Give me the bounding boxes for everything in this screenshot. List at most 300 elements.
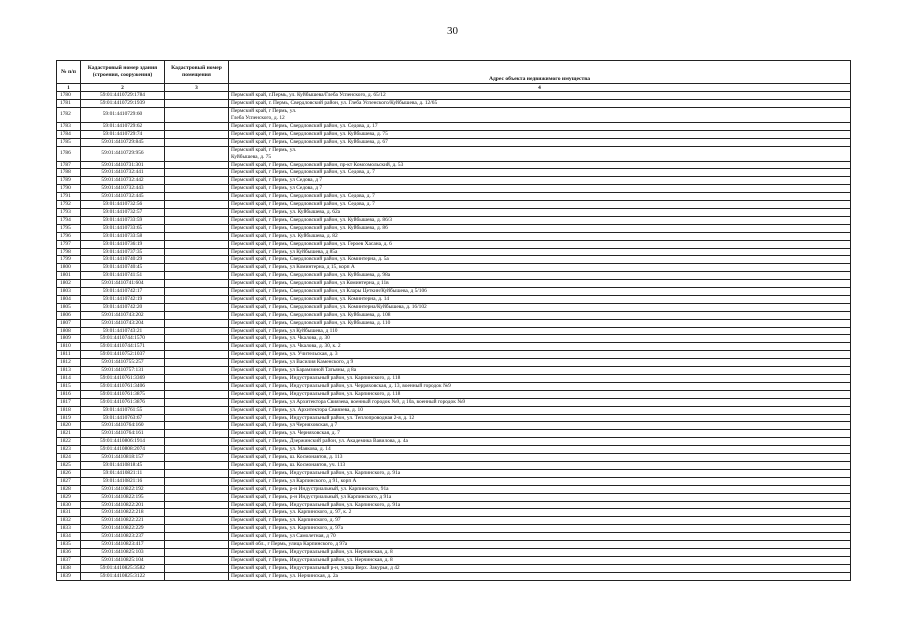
- table-row: [57, 343, 851, 351]
- cadastral-building-cell: 59:01:4410741:604: [81, 280, 165, 288]
- cadastral-premises-cell: [165, 414, 229, 422]
- address-cell: Пермский край, г Пермь, Свердловский район, ул. Куйбышева, д. 67: [229, 138, 851, 146]
- row-number: 1823: [57, 446, 81, 454]
- cadastral-premises-cell: [165, 224, 229, 232]
- cadastral-premises-cell: [165, 311, 229, 319]
- address-cell: Пермский край, г Пермь, ул Барамзиной Татьяны, д 8а: [229, 367, 851, 375]
- cadastral-premises-cell: [165, 193, 229, 201]
- address-cell: Пермский край, г Пермь, ш. Космонавтов, д. 113: [229, 454, 851, 462]
- table-row: [57, 99, 851, 107]
- table-row: [57, 185, 851, 193]
- table-row: [57, 280, 851, 288]
- address-cell: Пермский край, г Пермь, ул Карпинского, д 91, корп А: [229, 477, 851, 485]
- address-cell: Пермский край, г Пермь, ул. Глеба Успенского, д. 12: [229, 107, 851, 122]
- row-number: 1790: [57, 185, 81, 193]
- cadastral-premises-cell: [165, 335, 229, 343]
- table-row: [57, 201, 851, 209]
- address-cell: Пермский край, г Пермь, Свердловский район, ул. Коминтерна, д. 5а: [229, 256, 851, 264]
- table-row: [57, 382, 851, 390]
- table-row: [57, 161, 851, 169]
- cadastral-premises-cell: [165, 177, 229, 185]
- cadastral-building-cell: 59:01:4410729:956: [81, 146, 165, 161]
- address-cell: Пермский край, г Пермь, Индустриальный район, ул. Теплопроводная 2-я, д. 12: [229, 414, 851, 422]
- row-number: 1821: [57, 430, 81, 438]
- cadastral-premises-cell: [165, 501, 229, 509]
- cadastral-premises-cell: [165, 509, 229, 517]
- address-cell: Пермский край, г Пермь, ул. Куйбышева, д. 62а: [229, 208, 851, 216]
- table-row: [57, 327, 851, 335]
- address-cell: Пермский край, г Пермь, Индустриальный район, ул. Нерчинская, д. 8: [229, 548, 851, 556]
- cadastral-premises-cell: [165, 406, 229, 414]
- table-row: [57, 146, 851, 161]
- address-cell: Пермский край, г Пермь, Индустриальный район, ул. Карпинского, д. 118: [229, 390, 851, 398]
- address-cell: Пермский край, г Пермь, Свердловский район, ул. Коминтерна, д. 14: [229, 295, 851, 303]
- address-cell: Пермский край, г Пермь, ул. Куйбышева, д. 75: [229, 146, 851, 161]
- address-cell: Пермский край, г Пермь, ул Архитектора Свиязева, военный городок №9, д 10а, военный городок №9: [229, 398, 851, 406]
- table-row: [57, 548, 851, 556]
- address-cell: Пермский край, г Пермь, Свердловский район, ул. Коминтерна/Куйбышева, д. 16/102: [229, 303, 851, 311]
- table-row: [57, 446, 851, 454]
- cadastral-building-cell: 59:01:4410818:157: [81, 454, 165, 462]
- table-row: [57, 533, 851, 541]
- cadastral-premises-cell: [165, 343, 229, 351]
- cadastral-building-cell: 59:01:4410732:442: [81, 177, 165, 185]
- table-row: [57, 493, 851, 501]
- address-cell: Пермский край, г Пермь, ул. Чкалова, д. 30, к. 2: [229, 343, 851, 351]
- address-cell: Пермский край, г Пермь, Индустриальный район, ул. Карпинского, д. 91а: [229, 469, 851, 477]
- cadastral-building-cell: 59:01:4410761:3875: [81, 390, 165, 398]
- cadastral-building-cell: 59:01:4410731:301: [81, 161, 165, 169]
- cadastral-building-cell: 59:01:4410761:55: [81, 406, 165, 414]
- cadastral-building-cell: 59:01:4410764:160: [81, 422, 165, 430]
- address-cell: Пермский край, г Пермь, Свердловский район, ул. Куйбышева, д. 75: [229, 130, 851, 138]
- table-row: [57, 501, 851, 509]
- address-cell: Пермский край, г Пермь, Свердловский район, ул. Седова, д. 7: [229, 169, 851, 177]
- header-cadastral-premises: Кадастровый номер помещения: [165, 61, 229, 84]
- cadastral-premises-cell: [165, 446, 229, 454]
- table-row: [57, 193, 851, 201]
- cadastral-building-cell: 59:01:4410742:20: [81, 303, 165, 311]
- column-number: 4: [229, 84, 851, 92]
- table-row: [57, 351, 851, 359]
- row-number: 1819: [57, 414, 81, 422]
- cadastral-building-cell: 59:01:4410764:161: [81, 430, 165, 438]
- row-number: 1798: [57, 248, 81, 256]
- address-cell: Пермский край, г Пермь, ул. Карпинского, д. 97, к. 2: [229, 509, 851, 517]
- row-number: 1809: [57, 335, 81, 343]
- table-row: [57, 461, 851, 469]
- cadastral-premises-cell: [165, 248, 229, 256]
- cadastral-premises-cell: [165, 533, 229, 541]
- cadastral-premises-cell: [165, 351, 229, 359]
- cadastral-premises-cell: [165, 454, 229, 462]
- cadastral-premises-cell: [165, 469, 229, 477]
- cadastral-premises-cell: [165, 359, 229, 367]
- address-cell: Пермский край, г Пермь, ул Самолетная, д 70: [229, 533, 851, 541]
- row-number: 1834: [57, 533, 81, 541]
- table-row: [57, 319, 851, 327]
- row-number: 1808: [57, 327, 81, 335]
- cadastral-premises-cell: [165, 216, 229, 224]
- cadastral-premises-cell: [165, 208, 229, 216]
- row-number: 1794: [57, 216, 81, 224]
- address-cell: Пермский край, г Пермь, Свердловский район, ул. Куйбышева, д. 86/3: [229, 216, 851, 224]
- cadastral-premises-cell: [165, 461, 229, 469]
- address-cell: Пермский край, г Пермь, Свердловский район, ул. Куйбышева, д. 108: [229, 311, 851, 319]
- address-cell: Пермский край, г Пермь, Свердловский район, ул. Героев Хасана, д. 6: [229, 240, 851, 248]
- row-number: 1811: [57, 351, 81, 359]
- header-num: № п/п: [57, 61, 81, 84]
- row-number: 1793: [57, 208, 81, 216]
- column-number: 3: [165, 84, 229, 92]
- row-number: 1836: [57, 548, 81, 556]
- address-cell: Пермский край, г Пермь, ул. Нерчинская, д. 2а: [229, 572, 851, 580]
- cadastral-premises-cell: [165, 107, 229, 122]
- row-number: 1785: [57, 138, 81, 146]
- table-row: [57, 375, 851, 383]
- address-cell: Пермский край, г Пермь, ул. Куйбышева, д. 82: [229, 232, 851, 240]
- cadastral-premises-cell: [165, 169, 229, 177]
- row-number: 1837: [57, 556, 81, 564]
- cadastral-building-cell: 59:01:4410729:1784: [81, 92, 165, 100]
- cadastral-building-cell: 59:01:4410743:21: [81, 327, 165, 335]
- cadastral-premises-cell: [165, 280, 229, 288]
- cadastral-building-cell: 59:01:4410742:17: [81, 288, 165, 296]
- cadastral-building-cell: 59:01:4410761:3369: [81, 375, 165, 383]
- row-number: 1799: [57, 256, 81, 264]
- cadastral-building-cell: 59:01:4410822:229: [81, 525, 165, 533]
- address-cell: Пермский край, г Пермь, Свердловский район, ул. Седова, д. 7: [229, 201, 851, 209]
- cadastral-building-cell: 59:01:4410821:16: [81, 477, 165, 485]
- table-row: [57, 469, 851, 477]
- row-number: 1807: [57, 319, 81, 327]
- row-number: 1813: [57, 367, 81, 375]
- cadastral-building-cell: 59:01:4410761:3876: [81, 398, 165, 406]
- cadastral-building-cell: 59:01:4410822:218: [81, 509, 165, 517]
- cadastral-premises-cell: [165, 185, 229, 193]
- row-number: 1812: [57, 359, 81, 367]
- table-row: [57, 525, 851, 533]
- cadastral-building-cell: 59:01:4410733:65: [81, 224, 165, 232]
- address-cell: Пермский край, г Пермь, ул. Учительская, д. 3: [229, 351, 851, 359]
- row-number: 1792: [57, 201, 81, 209]
- address-cell: Пермский край, г Пермь, ул Седова, д 7: [229, 185, 851, 193]
- row-number: 1787: [57, 161, 81, 169]
- table-row: [57, 138, 851, 146]
- address-cell: Пермский край, г Пермь, ул. Маякова, д. 14: [229, 446, 851, 454]
- cadastral-premises-cell: [165, 130, 229, 138]
- header-cadastral-building: Кадастровый номер здания (строения, сооружения): [81, 61, 165, 84]
- row-number: 1789: [57, 177, 81, 185]
- cadastral-premises-cell: [165, 138, 229, 146]
- cadastral-premises-cell: [165, 99, 229, 107]
- cadastral-building-cell: 59:01:4410729:62: [81, 122, 165, 130]
- table-row: [57, 224, 851, 232]
- cadastral-premises-cell: [165, 264, 229, 272]
- row-number: 1822: [57, 438, 81, 446]
- cadastral-building-cell: 59:01:4410732:441: [81, 169, 165, 177]
- cadastral-building-cell: 59:01:4410763:67: [81, 414, 165, 422]
- table-row: [57, 438, 851, 446]
- cadastral-building-cell: 59:01:4410752:1037: [81, 351, 165, 359]
- row-number: 1805: [57, 303, 81, 311]
- row-number: 1815: [57, 382, 81, 390]
- row-number: 1835: [57, 541, 81, 549]
- cadastral-building-cell: 59:01:4410732:445: [81, 193, 165, 201]
- table-row: [57, 454, 851, 462]
- property-table-container: [56, 60, 850, 581]
- header-address-top: [229, 61, 851, 76]
- row-number: 1831: [57, 509, 81, 517]
- cadastral-premises-cell: [165, 390, 229, 398]
- row-number: 1781: [57, 99, 81, 107]
- cadastral-building-cell: 59:01:4410823:237: [81, 533, 165, 541]
- cadastral-premises-cell: [165, 564, 229, 572]
- address-cell: Пермский край, г Пермь, Индустриальный район, ул. Черряховская, д. 13, военный городок №9: [229, 382, 851, 390]
- cadastral-building-cell: 59:01:4410729:74: [81, 130, 165, 138]
- cadastral-premises-cell: [165, 367, 229, 375]
- address-cell: Пермский край, г Пермь, Свердловский район, ул Коминтерна, д 11в: [229, 280, 851, 288]
- row-number: 1797: [57, 240, 81, 248]
- address-cell: Пермский край, г Пермь, ул Седова, д 7: [229, 177, 851, 185]
- cadastral-building-cell: 59:01:4410729:60: [81, 107, 165, 122]
- table-row: [57, 216, 851, 224]
- table-row: [57, 208, 851, 216]
- table-row: [57, 390, 851, 398]
- address-cell: Пермский край, г Пермь, ш. Космонавтов, уч. 113: [229, 461, 851, 469]
- table-row: [57, 335, 851, 343]
- address-cell: Пермский край, г Пермь, ул. Архитектора Свиязева, д. 10: [229, 406, 851, 414]
- row-number: 1803: [57, 288, 81, 296]
- table-row: [57, 477, 851, 485]
- address-cell: Пермский край, г Пермь, Индустриальный район, ул. Карпинского, д. 118: [229, 375, 851, 383]
- cadastral-premises-cell: [165, 122, 229, 130]
- table-row: [57, 232, 851, 240]
- table-row: [57, 406, 851, 414]
- row-number: 1796: [57, 232, 81, 240]
- cadastral-premises-cell: [165, 382, 229, 390]
- address-cell: Пермский край, г Пермь, р-н Индустриальный, ул Карпинского, д 91а: [229, 493, 851, 501]
- address-cell: Пермский край, г Пермь, ул Куйбышева, д 85а: [229, 248, 851, 256]
- row-number: 1806: [57, 311, 81, 319]
- address-cell: Пермский край, г Пермь, Свердловский район, ул. Седова, д. 17: [229, 122, 851, 130]
- table-row: [57, 414, 851, 422]
- table-row: [57, 572, 851, 580]
- address-cell: Пермский край, г Пермь, Дзержинский район, ул. Академика Вавилова, д. 4а: [229, 438, 851, 446]
- row-number: 1817: [57, 398, 81, 406]
- row-number: 1832: [57, 517, 81, 525]
- row-number: 1810: [57, 343, 81, 351]
- address-cell: Пермский край, г Пермь, р-н Индустриальный, ул. Карпинского, 91а: [229, 485, 851, 493]
- cadastral-premises-cell: [165, 92, 229, 100]
- address-cell: Пермский край, г Пермь, Свердловский район, ул Клары Цеткин/Куйбышева, д 5/106: [229, 288, 851, 296]
- cadastral-premises-cell: [165, 556, 229, 564]
- table-body: [57, 92, 851, 581]
- row-number: 1801: [57, 272, 81, 280]
- row-number: 1839: [57, 572, 81, 580]
- cadastral-building-cell: 59:01:4410743:204: [81, 319, 165, 327]
- table-row: [57, 311, 851, 319]
- cadastral-premises-cell: [165, 541, 229, 549]
- table-row: [57, 177, 851, 185]
- table-row: [57, 130, 851, 138]
- row-number: 1795: [57, 224, 81, 232]
- row-number: 1833: [57, 525, 81, 533]
- cadastral-building-cell: 59:01:4410732:443: [81, 185, 165, 193]
- cadastral-building-cell: 59:01:4410740:45: [81, 264, 165, 272]
- address-cell: Пермский край, г Пермь, Свердловский район, пр-кт Комсомольский, д. 53: [229, 161, 851, 169]
- cadastral-premises-cell: [165, 517, 229, 525]
- cadastral-building-cell: 59:01:4410733:59: [81, 216, 165, 224]
- address-cell: Пермский край, г Пермь, Свердловский район, ул. Куйбышева, д. 98а: [229, 272, 851, 280]
- cadastral-premises-cell: [165, 438, 229, 446]
- cadastral-building-cell: 59:01:4410825:103: [81, 548, 165, 556]
- cadastral-premises-cell: [165, 201, 229, 209]
- table-row: [57, 303, 851, 311]
- table-row: [57, 107, 851, 122]
- row-number: 1804: [57, 295, 81, 303]
- cadastral-building-cell: 59:01:4410761:3406: [81, 382, 165, 390]
- cadastral-building-cell: 59:01:4410744:1571: [81, 343, 165, 351]
- table-row: [57, 256, 851, 264]
- table-row: [57, 272, 851, 280]
- cadastral-premises-cell: [165, 430, 229, 438]
- cadastral-premises-cell: [165, 493, 229, 501]
- table-row: [57, 92, 851, 100]
- cadastral-building-cell: 59:01:4410740:29: [81, 256, 165, 264]
- cadastral-building-cell: 59:01:4410822:221: [81, 517, 165, 525]
- cadastral-building-cell: 59:01:4410822:192: [81, 485, 165, 493]
- row-number: 1802: [57, 280, 81, 288]
- cadastral-premises-cell: [165, 256, 229, 264]
- cadastral-premises-cell: [165, 422, 229, 430]
- table-row: [57, 288, 851, 296]
- address-cell: Пермский обл., г Пермь, улица Карпинского, д 97а: [229, 541, 851, 549]
- row-number: 1783: [57, 122, 81, 130]
- column-number: 2: [81, 84, 165, 92]
- row-number: 1826: [57, 469, 81, 477]
- cadastral-premises-cell: [165, 485, 229, 493]
- table-row: [57, 248, 851, 256]
- address-cell: Пермский край, г Пермь, Свердловский район, ул. Куйбышева, д. 86: [229, 224, 851, 232]
- cadastral-building-cell: 59:01:4410825:3582: [81, 564, 165, 572]
- row-number: 1814: [57, 375, 81, 383]
- cadastral-building-cell: 59:01:4410822:201: [81, 501, 165, 509]
- table-row: [57, 359, 851, 367]
- table-row: [57, 264, 851, 272]
- table-row: [57, 564, 851, 572]
- cadastral-building-cell: 59:01:4410729:1939: [81, 99, 165, 107]
- table-row: [57, 398, 851, 406]
- row-number: 1788: [57, 169, 81, 177]
- address-cell: Пермский край, г. Пермь, Свердловский район, ул. Глеба Успенского/Куйбышева, д. 12/65: [229, 99, 851, 107]
- address-cell: Пермский край, г Пермь, Индустриальный район, ул. Карпинского, д. 91а: [229, 501, 851, 509]
- table-row: [57, 485, 851, 493]
- cadastral-premises-cell: [165, 232, 229, 240]
- table-row: [57, 422, 851, 430]
- row-number: 1824: [57, 454, 81, 462]
- table-row: [57, 517, 851, 525]
- address-cell: Пермский край, г Пермь, ул Коминтерна, д 15, корп А: [229, 264, 851, 272]
- cadastral-building-cell: 59:01:4410755:257: [81, 359, 165, 367]
- cadastral-building-cell: 59:01:4410729:845: [81, 138, 165, 146]
- cadastral-premises-cell: [165, 303, 229, 311]
- table-row: [57, 367, 851, 375]
- address-cell: Пермский край, г Пермь, Свердловский район, ул. Куйбышева, д. 110: [229, 319, 851, 327]
- cadastral-building-cell: 59:01:4410732:56: [81, 201, 165, 209]
- cadastral-building-cell: 59:01:4410823:417: [81, 541, 165, 549]
- cadastral-premises-cell: [165, 548, 229, 556]
- row-number: 1825: [57, 461, 81, 469]
- row-number: 1784: [57, 130, 81, 138]
- address-cell: Пермский край, г Пермь, ул. Черняховская, д. 7: [229, 430, 851, 438]
- cadastral-premises-cell: [165, 525, 229, 533]
- cadastral-building-cell: 59:01:4410743:202: [81, 311, 165, 319]
- cadastral-building-cell: 59:01:4410742:19: [81, 295, 165, 303]
- cadastral-building-cell: 59:01:4410744:1570: [81, 335, 165, 343]
- address-cell: Пермский край, г Пермь, Индустриальный район, ул. Нерчинская, д. 8: [229, 556, 851, 564]
- cadastral-building-cell: 59:01:4410737:35: [81, 248, 165, 256]
- address-cell: Пермский край, г Пермь, ул Куйбышева, д 110: [229, 327, 851, 335]
- cadastral-premises-cell: [165, 572, 229, 580]
- cadastral-premises-cell: [165, 477, 229, 485]
- cadastral-building-cell: 59:01:4410818:45: [81, 461, 165, 469]
- page-number: 30: [447, 25, 458, 37]
- cadastral-premises-cell: [165, 240, 229, 248]
- cadastral-building-cell: 59:01:4410808:2074: [81, 446, 165, 454]
- property-table: [56, 60, 851, 581]
- cadastral-premises-cell: [165, 295, 229, 303]
- address-cell: Пермский край, г Пермь, Свердловский район, ул. Седова, д. 7: [229, 193, 851, 201]
- cadastral-building-cell: 59:01:4410757:131: [81, 367, 165, 375]
- cadastral-building-cell: 59:01:4410741:51: [81, 272, 165, 280]
- cadastral-building-cell: 59:01:4410825:104: [81, 556, 165, 564]
- row-number: 1818: [57, 406, 81, 414]
- table-row: [57, 430, 851, 438]
- cadastral-building-cell: 59:01:4410825:3122: [81, 572, 165, 580]
- table-row: [57, 509, 851, 517]
- cadastral-premises-cell: [165, 319, 229, 327]
- row-number: 1829: [57, 493, 81, 501]
- cadastral-premises-cell: [165, 272, 229, 280]
- cadastral-premises-cell: [165, 398, 229, 406]
- cadastral-premises-cell: [165, 327, 229, 335]
- row-number: 1782: [57, 107, 81, 122]
- address-cell: Пермский край, г Пермь, ул. Карпинского, д. 97а: [229, 525, 851, 533]
- cadastral-premises-cell: [165, 375, 229, 383]
- column-number: 1: [57, 84, 81, 92]
- cadastral-building-cell: 59:01:4410821:11: [81, 469, 165, 477]
- cadastral-building-cell: 59:01:4410806:1914: [81, 438, 165, 446]
- row-number: 1786: [57, 146, 81, 161]
- address-cell: Пермский край, г Пермь, Индустриальный р-н, улица Верх. Закурья, д 42: [229, 564, 851, 572]
- cadastral-building-cell: 59:01:4410732:57: [81, 208, 165, 216]
- row-number: 1816: [57, 390, 81, 398]
- row-number: 1827: [57, 477, 81, 485]
- table-row: [57, 122, 851, 130]
- table-row: [57, 240, 851, 248]
- address-cell: Пермский край, г Пермь, ул Василия Каменского, д 9: [229, 359, 851, 367]
- table-row: [57, 169, 851, 177]
- cadastral-premises-cell: [165, 161, 229, 169]
- header-address: Адрес объекта недвижимого имущества: [229, 75, 851, 84]
- cadastral-premises-cell: [165, 146, 229, 161]
- row-number: 1828: [57, 485, 81, 493]
- cadastral-building-cell: 59:01:4410733:58: [81, 232, 165, 240]
- cadastral-building-cell: 59:01:4410822:195: [81, 493, 165, 501]
- row-number: 1838: [57, 564, 81, 572]
- row-number: 1800: [57, 264, 81, 272]
